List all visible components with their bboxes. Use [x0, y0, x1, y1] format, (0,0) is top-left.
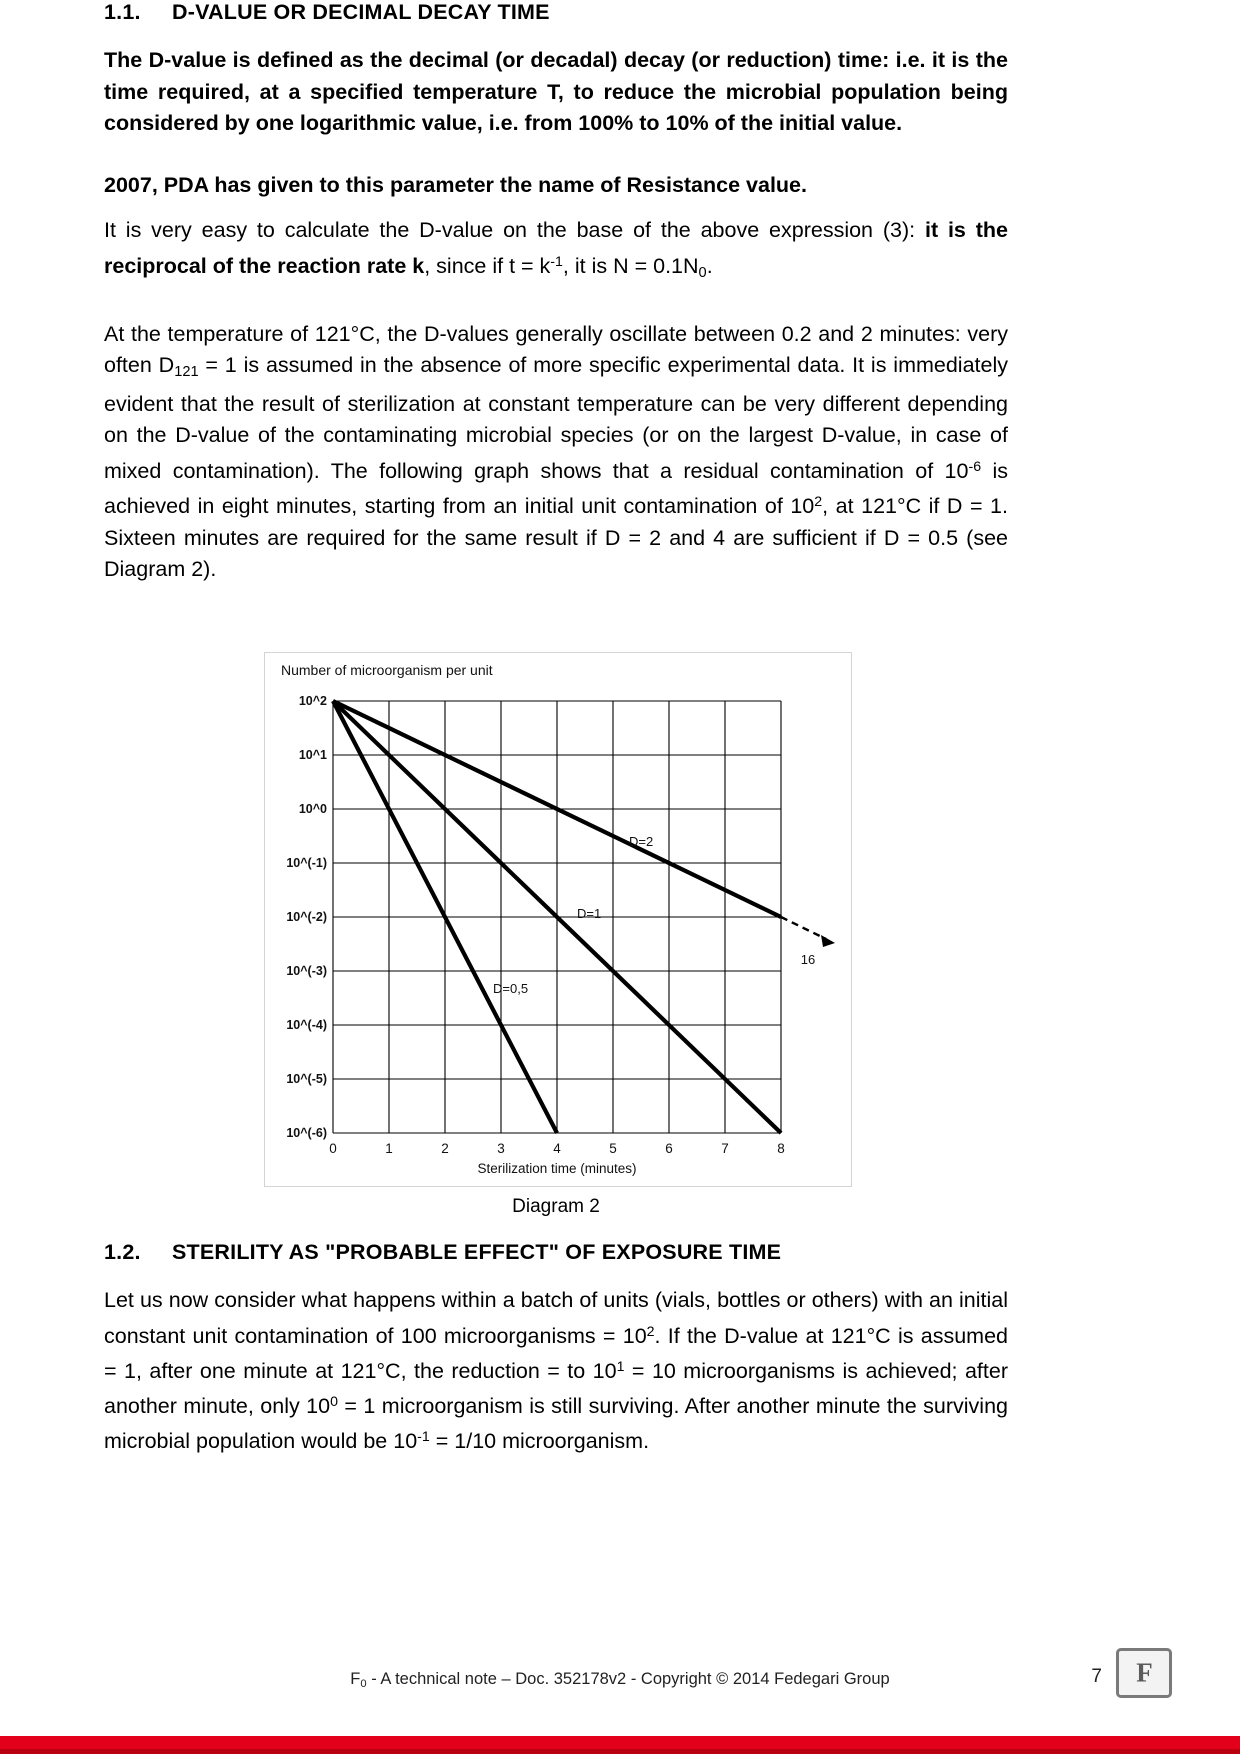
x-tick-label: 7: [721, 1141, 729, 1156]
ster-sup-0: 0: [330, 1394, 338, 1411]
main-p3: is achieved in eight minutes, starting from an initial unit contamination of 10: [104, 458, 1009, 519]
chart-y-tick-labels: [286, 694, 327, 1140]
chart-x-axis-label: Sterilization time (minutes): [477, 1161, 637, 1176]
section-number-2: 1.2.: [104, 1240, 141, 1264]
y-tick-label: 10^0: [298, 802, 327, 816]
annotation-d-2: D=2: [629, 834, 654, 849]
footer-text: [0, 1670, 1240, 1690]
x-tick-label: 2: [441, 1141, 449, 1156]
footer-f: F: [350, 1670, 361, 1688]
ster-p3: = 10 microorganisms is achieved; after another minute, only 10: [104, 1358, 1008, 1418]
x-tick-label: 0: [329, 1141, 337, 1156]
y-tick-label: 10^(-5): [286, 1072, 327, 1086]
reciprocal-bold: it is the reciprocal of the reaction rate k: [104, 218, 1008, 278]
main-sup-neg6: -6: [968, 458, 982, 475]
x-tick-label: 4: [553, 1141, 561, 1156]
footer-f-sub: 0: [360, 1678, 367, 1691]
reciprocal-sub: 0: [698, 264, 707, 281]
section-number: 1.1.: [104, 0, 141, 24]
x-tick-label: 6: [665, 1141, 673, 1156]
x-tick-label: 1: [385, 1141, 393, 1156]
paragraph-definition: The D-value is defined as the decimal (or decadal) decay (or reduction) time: i.e. it is the time required, at a specified temperature T, to reduce the microbial population being considered by one logarithmic value, i.e. from 100% to 10% of the initial value.: [104, 48, 1008, 135]
paragraph-pda: 2007, PDA has given to this parameter the name of Resistance value.: [104, 172, 807, 197]
series-arrowhead-d-2: [821, 935, 835, 947]
main-sub-121: 121: [174, 364, 199, 381]
paragraph-sterility: [104, 1285, 1008, 1458]
annotation-d-1: D=1: [577, 906, 602, 921]
page-content-lower: [104, 1240, 1008, 1458]
ster-sup-2: 2: [646, 1323, 655, 1340]
ster-p5: = 1/10 microorganism.: [429, 1429, 650, 1454]
reciprocal-mid: , since if t = k: [424, 253, 551, 278]
page-number: 7: [1091, 1666, 1102, 1687]
ster-p2: . If the D-value at 121°C is assumed = 1, after one minute at 121°C, the reduction = to 10: [104, 1323, 1008, 1383]
figure-caption: Diagram 2: [512, 1196, 600, 1217]
reciprocal-sup: -1: [550, 253, 563, 270]
fedegari-logo: [1116, 1648, 1172, 1698]
ster-p1: Let us now consider what happens within a batch of units (vials, bottles or others) with an initial constant unit contamination of 100 microorganisms = 10: [104, 1288, 1008, 1348]
x-tick-label: 5: [609, 1141, 617, 1156]
section-heading-1-1: [104, 0, 1008, 25]
paragraph-main: [104, 319, 1008, 586]
main-p1: At the temperature of 121°C, the D-values generally oscillate between 0.2 and 2 minutes: very often D: [104, 321, 1008, 378]
series-extension-d-2: [781, 917, 826, 939]
main-p4: , at 121°C if D = 1. Sixteen minutes are required for the same result if D = 2 and 4 are sufficient if D = 0.5 (see Diagram 2).: [104, 494, 1008, 582]
reciprocal-mid2: , it is N = 0.1N: [562, 253, 699, 278]
y-tick-label: 10^2: [298, 694, 327, 708]
x-tick-label: 8: [777, 1141, 785, 1156]
y-tick-label: 10^(-2): [286, 910, 327, 924]
section-heading-1-2: [104, 1240, 1008, 1265]
annotation-d-0-5: D=0,5: [493, 981, 529, 996]
y-tick-label: 10^1: [298, 748, 327, 762]
section-title-2: STERILITY AS "PROBABLE EFFECT" OF EXPOSURE TIME: [172, 1240, 782, 1264]
chart-x-tick-labels: [329, 1141, 785, 1156]
reciprocal-end: .: [706, 253, 713, 278]
ster-sup-neg1: -1: [417, 1429, 430, 1446]
main-p2: = 1 is assumed in the absence of more specific experimental data. It is immediately evident that the result of sterilization at constant temperature can be very different depending on the D-value of the contaminating microbial species (or on the largest D-value, in case of mixed contamination). The following graph shows that a residual contamination of 10: [104, 353, 1008, 483]
reciprocal-lead: It is very easy to calculate the D-value on the base of the above expression (3):: [104, 218, 925, 242]
y-tick-label: 10^(-6): [286, 1126, 327, 1140]
ster-p4: = 1 microorganism is still surviving. After another minute the surviving microbial population would be 10: [104, 1393, 1008, 1454]
diagram-2-figure: [264, 652, 852, 1187]
section-title: D-VALUE OR DECIMAL DECAY TIME: [172, 0, 550, 24]
ster-sup-1: 1: [616, 1358, 625, 1375]
chart-title: Number of microorganism per unit: [281, 662, 493, 678]
logo-glyph: F: [1136, 1657, 1152, 1688]
page-content: [104, 0, 1008, 586]
footer-rest: - A technical note – Doc. 352178v2 - Copyright © 2014 Fedegari Group: [366, 1670, 890, 1688]
annotation-16-minutes: 16: [800, 952, 816, 967]
page-footer: [0, 1642, 1240, 1754]
chart-annotations: [493, 834, 815, 996]
y-tick-label: 10^(-1): [286, 856, 327, 870]
main-sup-2: 2: [814, 494, 823, 511]
y-tick-label: 10^(-4): [286, 1018, 327, 1032]
x-tick-label: 3: [497, 1141, 505, 1156]
paragraph-reciprocal: [104, 215, 1008, 289]
d-value-decay-chart: [265, 653, 851, 1186]
footer-red-bar-dark: [0, 1749, 1240, 1754]
y-tick-label: 10^(-3): [286, 964, 327, 978]
